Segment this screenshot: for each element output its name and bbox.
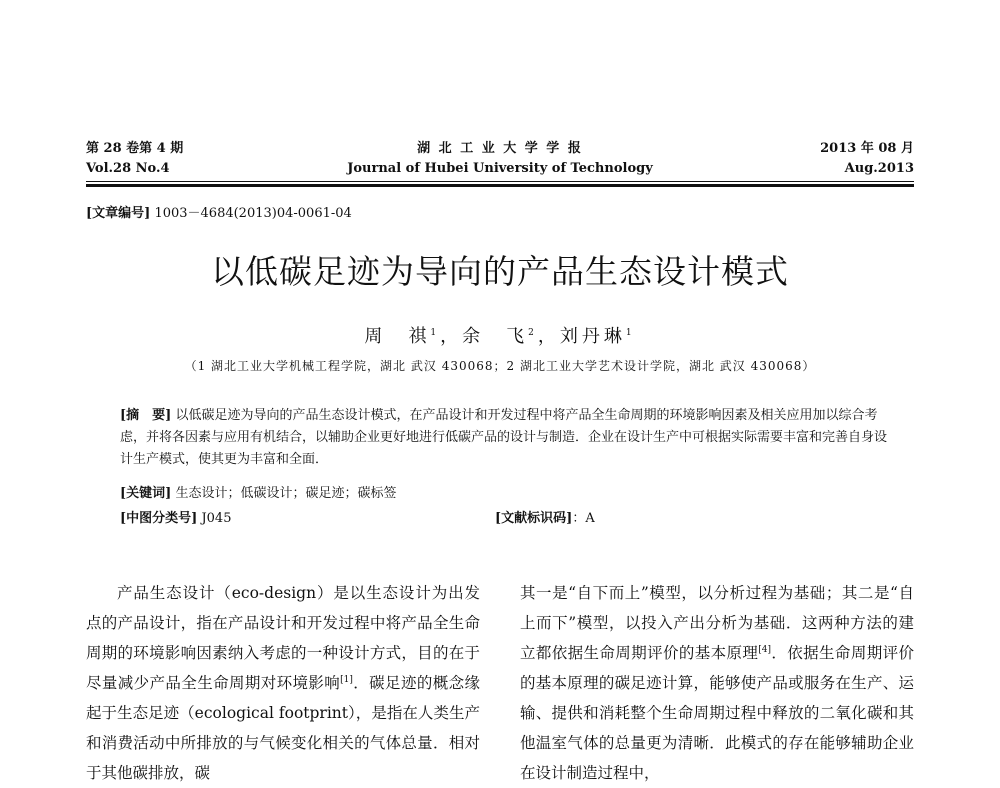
journal-name-en: Journal of Hubei University of Technology [347, 161, 653, 176]
journal-issue-cn: 第 28 卷第 4 期 [86, 141, 184, 156]
classification-label: [中图分类号] [120, 511, 198, 526]
paper-title: 以低碳足迹为导向的产品生态设计模式 [211, 252, 789, 291]
abstract [120, 405, 890, 471]
body-paragraph [86, 578, 480, 788]
author-separator: ， [440, 326, 463, 347]
journal-date-cn: 2013 年 08 月 [820, 141, 914, 156]
journal-issue-en: Vol.28 No.4 [86, 161, 170, 176]
body-text: ．依据生命周期评价的基本原理的碳足迹计算，能够使产品或服务在生产、运输、提供和消耗整个生命周期过程中释放的二氧化碳和其他温室气体的总量更为清晰．此模式的存在能够辅助企业在设计制造过程中， [520, 644, 914, 782]
article-number-value: 1003－4684(2013)04-0061-04 [150, 206, 352, 221]
journal-date-en: Aug.2013 [844, 161, 914, 176]
classification-value: J045 [197, 511, 232, 526]
author-list [0, 325, 1000, 349]
citation-ref: [1] [340, 674, 353, 685]
author-3: 刘丹琳 [559, 326, 626, 347]
header-rule-thick [86, 184, 914, 187]
keywords [120, 484, 396, 504]
abstract-label: [摘 要] [120, 408, 172, 423]
keywords-label: [关键词] [120, 486, 172, 501]
body-text: 其一是“自下而上”模型，以分析过程为基础；其二是“自上而下”模型，以投入产出分析为基础．这两种方法的建立都依据生命周期评价的基本原理 [520, 584, 914, 662]
article-number [86, 205, 352, 223]
article-number-label: [文章编号] [86, 206, 151, 221]
keywords-value: 生态设计；低碳设计；碳足迹；碳标签 [171, 486, 397, 501]
header-rule-thin [86, 181, 914, 182]
citation-ref: [4] [758, 644, 772, 655]
body-text: 产品生态设计（eco-design）是以生态设计为出发点的产品设计，指在产品设计和开发过程中将产品全生命周期的环境影响因素纳入考虑的一种设计方式，目的在于尽量减少产品全生命周期对环境影响 [86, 584, 480, 692]
author-2: 余 飞 [462, 326, 529, 347]
author-1: 周 祺 [364, 326, 431, 347]
journal-name-cn: 湖 北 工 业 大 学 学 报 [417, 141, 583, 156]
body-column-left [86, 578, 480, 788]
author-1-affil: 1 [430, 328, 441, 338]
document-code-value: ：A [572, 511, 595, 526]
author-2-affil: 2 [528, 328, 538, 338]
document-code-label: [文献标识码] [495, 511, 573, 526]
body-column-right [520, 578, 914, 788]
classification-number [120, 509, 231, 529]
affiliations: （1 湖北工业大学机械工程学院，湖北 武汉 430068；2 湖北工业大学艺术设计学院，湖北 武汉 430068） [184, 359, 816, 373]
body-text: ．碳足迹的概念缘起于生态足迹（ecological footprint），是指在人类生产和消费活动中所排放的与气候变化相关的气体总量．相对于其他碳排放，碳 [86, 674, 480, 782]
document-code [495, 509, 595, 529]
author-3-affil: 1 [625, 328, 636, 338]
abstract-text: 以低碳足迹为导向的产品生态设计模式，在产品设计和开发过程中将产品全生命周期的环境影响因素及相关应用加以综合考虑，并将各因素与应用有机结合，以辅助企业更好地进行低碳产品的设计与制造．企业在设计生产中可根据实际需要丰富和完善自身设计生产模式，使其更为丰富和全面． [120, 408, 888, 467]
body-paragraph [520, 578, 914, 788]
author-separator: ， [537, 326, 560, 347]
